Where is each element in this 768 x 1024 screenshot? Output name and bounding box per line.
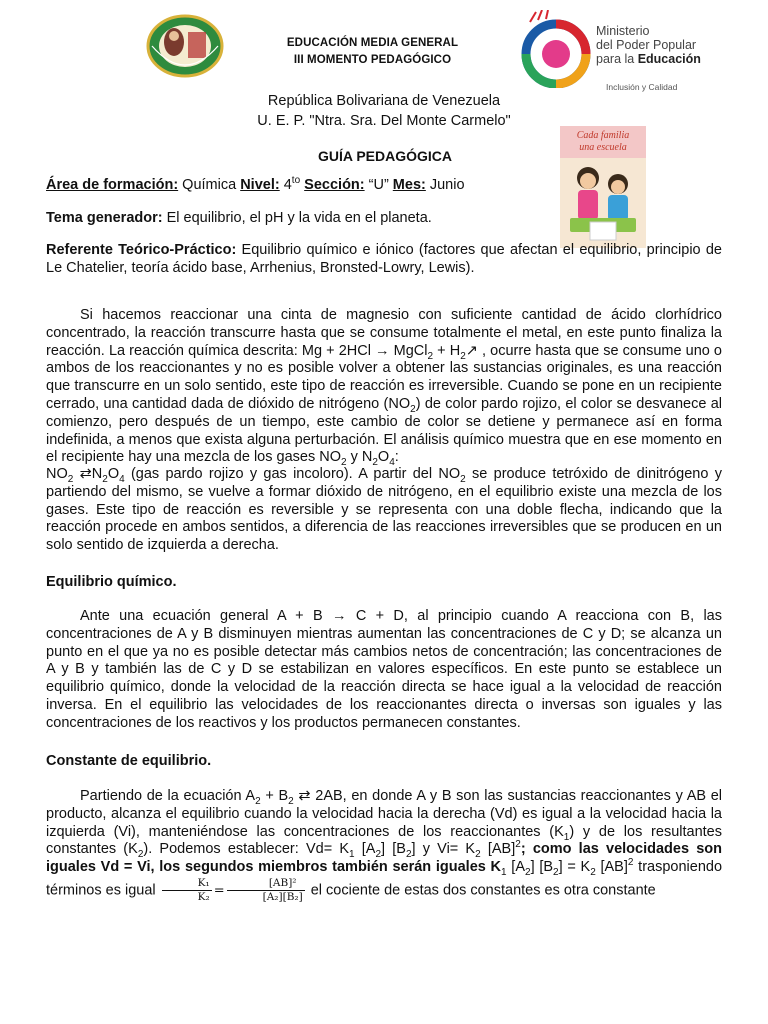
seccion-value: “U”	[364, 177, 393, 193]
area-label: Área de formación:	[46, 177, 179, 193]
header-line-2: III MOMENTO PEDAGÓGICO	[293, 54, 452, 66]
ministry-line-2: del Poder Popular	[596, 38, 697, 52]
paragraph-3: Ante una ecuación general A + B → C + D, al principio cuando A reacciona con B, las concentraciones de A y B disminuyen mientras aumentan las concentraciones de C y D; se alcanza un punto en el que ya no es posible detectar más cambios netos de concentración; las concentraciones de A y B y también las de C y D se estabilizan en valores específicos. En este punto se establece un equilibrio químico, donde la velocidad de la reacción directa se hace igual a la velocidad de reacción inversa. En el equilibrio las velocidades de los reaccionantes directa o inversas son iguales y las concentraciones de los reactivos y los productos permanecen constantes.	[46, 608, 722, 731]
school-name: U. E. P. "Ntra. Sra. Del Monte Carmelo"	[257, 113, 511, 129]
paragraph-1: Si hacemos reaccionar una cinta de magnesio con suficiente cantidad de ácido clorhídrico concentrado, la reacción transcurre hasta que se consume totalmente el metal, en este punto finaliza la reacción. La reacción química descrita: Mg + 2HCl → MgCl$_2$ + $H_2↗$ , ocurre hasta que se consume uno o ambos de los reaccionantes y no es posible volver a obtener las sustancias originales, es una reacción que transcurre en un solo sentido, este tipo de reacción es irreversible. Cuando se pone en un recipiente cerrado, una cantidad dada de dióxido de nitrógeno $(NO_2)$ de color pardo rojizo, el color se desvanece al comienzo, pero después de un tiempo, este cambio de color se detiene y permanece así en forma indefinida, a menos que exista alguna perturbación. El análisis químico muestra que en ese momento en el recipiente hay una mezcla de los gases $NO_2$ y $N_2O_4$:	[46, 307, 722, 469]
republic-block	[180, 91, 588, 131]
nivel-sup: to	[291, 175, 301, 187]
tema-row	[46, 209, 432, 227]
ministry-subtitle: Inclusión y Calidad	[606, 82, 678, 92]
book-cover-image	[560, 126, 646, 248]
nivel-value: 4	[279, 177, 292, 193]
referente-paragraph	[46, 242, 722, 278]
referente-label: Referente Teórico-Práctico:	[46, 242, 237, 258]
referente-value: Equilibrio químico e iónico (factores que afectan el equilibrio, principio de Le Chatelier, teoría ácido base, Arrhenius, Bronsted-Lowry, Lewis).	[46, 242, 722, 276]
seccion-label: Sección:	[304, 177, 365, 193]
paragraph-4: Partiendo de la ecuación $A_2 + B_2$ ⇄ 2AB, en donde A y B son las sustancias reaccionantes y AB el producto, alcanza el equilibrio cuando la velocidad hacia la derecha (Vd) es igual a la velocidad hacia la izquierda (Vi), manteniéndose las concentraciones de los reaccionantes $(K_1)$ y de los resultantes constantes $(K_2)$. Podemos establecer: $Vd= K_1$ $[A_2]$ $[B_2]$ y $Vi= K_2$ [AB]$^2$; como las velocidades son iguales Vd = Vi, los segundos miembros también serán iguales $K_1$ $[A_2] [B_2] = K_2$ [AB]$^2$ trasponiendo términos es igual $\frac{\text{K₁}}{\text{K₂}}$ = $\frac{\text{[AB]²}}{\text{[A₂][B₂]}}$ el cociente de estas dos constantes es otra constante	[46, 788, 723, 903]
fraction-concentrations: $\frac{\text{[AB]²}}{\text{[A₂][B₂]}}$	[227, 877, 305, 904]
header-center	[250, 35, 495, 69]
ministry-line-1: Ministerio	[596, 24, 650, 38]
republic-name: República Bolivariana de Venezuela	[267, 93, 501, 109]
book-title-1: Cada familia	[576, 130, 630, 141]
school-logo	[146, 14, 224, 78]
book-title-2: una escuela	[579, 142, 627, 153]
info-row	[46, 176, 465, 194]
paragraph-2: $NO_2$ $⇄N_2O_4$ (gas pardo rojizo y gas incoloro). A partir del $NO_2$ se produce tetróxido de dinitrógeno y partiendo del mismo, se vuelve a formar dióxido de nitrógeno, en el equilibrio existe una mezcla de los gases. Este tipo de reacción es reversible y se representa con una doble flecha, indicando que la reacción procede en ambos sentidos, a diferencia de las reacciones irreversibles que se producen en un solo sentido de izquierda a derecha.	[46, 466, 722, 554]
fraction-k1-k2: $\frac{\text{K₁}}{\text{K₂}}$	[162, 877, 212, 904]
ministry-line-3: para la Educación	[596, 52, 701, 66]
mes-label: Mes:	[392, 177, 426, 193]
tema-value: El equilibrio, el pH y la vida en el planeta.	[162, 210, 432, 226]
area-value: Química	[178, 177, 241, 193]
heading-constante: Constante de equilibrio.	[46, 753, 212, 769]
page-title: GUÍA PEDAGÓGICA	[317, 148, 453, 164]
heading-equilibrio: Equilibrio químico.	[46, 574, 177, 590]
tema-label: Tema generador:	[46, 210, 163, 226]
ministry-logo	[516, 10, 716, 100]
header-line-1: EDUCACIÓN MEDIA GENERAL	[286, 37, 459, 49]
mes-value: Junio	[425, 177, 465, 193]
ministry-name	[596, 24, 701, 66]
nivel-label: Nivel:	[240, 177, 280, 193]
